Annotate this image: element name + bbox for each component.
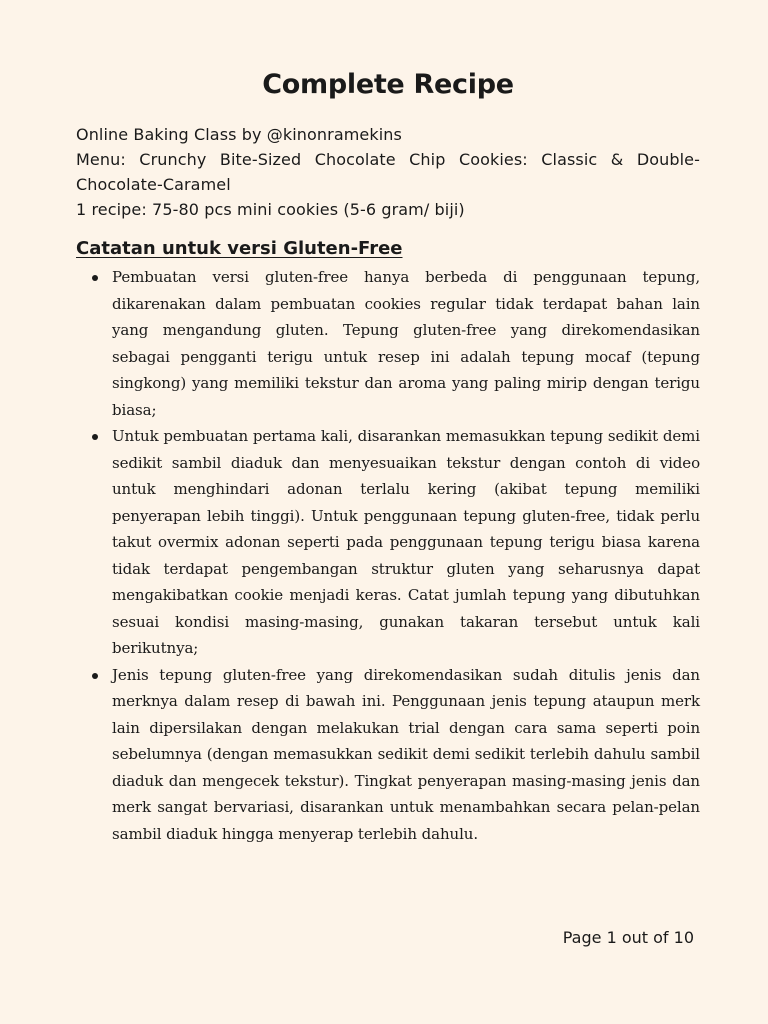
bullet-icon — [92, 434, 98, 440]
class-host-line: Online Baking Class by @kinonramekins — [76, 125, 402, 144]
note-text: Pembuatan versi gluten-free hanya berbeda di penggunaan tepung, dikarenakan dalam pembuatan cookies regular tidak terdapat bahan lain yang mengandung gluten. Tepung gluten-free yang direkomendasikan sebagai pengganti terigu untuk resep ini adalah tepung mocaf (tepung singkong) yang memiliki tekstur dan aroma yang paling mirip dengan terigu biasa; — [112, 268, 700, 419]
list-item — [76, 423, 700, 662]
bullet-icon — [92, 275, 98, 281]
notes-list — [76, 264, 700, 847]
note-text: Jenis tepung gluten-free yang direkomendasikan sudah ditulis jenis dan merknya dalam resep di bawah ini. Penggunaan jenis tepung ataupun merk lain dipersilakan dengan melakukan trial dengan cara sama seperti poin sebelumnya (dengan memasukkan sedikit demi sedikit terlebih dahulu sambil diaduk dan mengecek tekstur). Tingkat penyerapan masing-masing jenis dan merk sangat bervariasi, disarankan untuk menambahkan secara pelan-pelan sambil diaduk hingga menyerap terlebih dahulu. — [112, 665, 700, 843]
menu-line: Menu: Crunchy Bite-Sized Chocolate Chip Cookies: Classic & Double-Chocolate-Caramel — [76, 150, 700, 194]
section-heading: Catatan untuk versi Gluten-Free — [76, 238, 403, 259]
page-title: Complete Recipe — [262, 69, 514, 100]
bullet-icon — [92, 673, 98, 679]
page-number: Page 1 out of 10 — [562, 928, 694, 947]
note-text: Untuk pembuatan pertama kali, disarankan memasukkan tepung sedikit demi sedikit sambil diaduk dan menyesuaikan tekstur dengan contoh di video untuk menghindari adonan terlalu kering (akibat tepung memiliki penyerapan lebih tinggi). Untuk penggunaan tepung gluten-free, tidak perlu takut overmix adonan seperti pada penggunaan tepung terigu biasa karena tidak terdapat pengembangan struktur gluten yang seharusnya dapat mengakibatkan cookie menjadi keras. Catat jumlah tepung yang dibutuhkan sesuai kondisi masing-masing, gunakan takaran tersebut untuk kali berikutnya; — [112, 427, 700, 657]
yield-line: 1 recipe: 75-80 pcs mini cookies (5-6 gram/ biji) — [76, 200, 465, 219]
document-page — [76, 66, 700, 847]
list-item — [76, 264, 700, 423]
class-info — [76, 122, 700, 222]
list-item — [76, 662, 700, 848]
